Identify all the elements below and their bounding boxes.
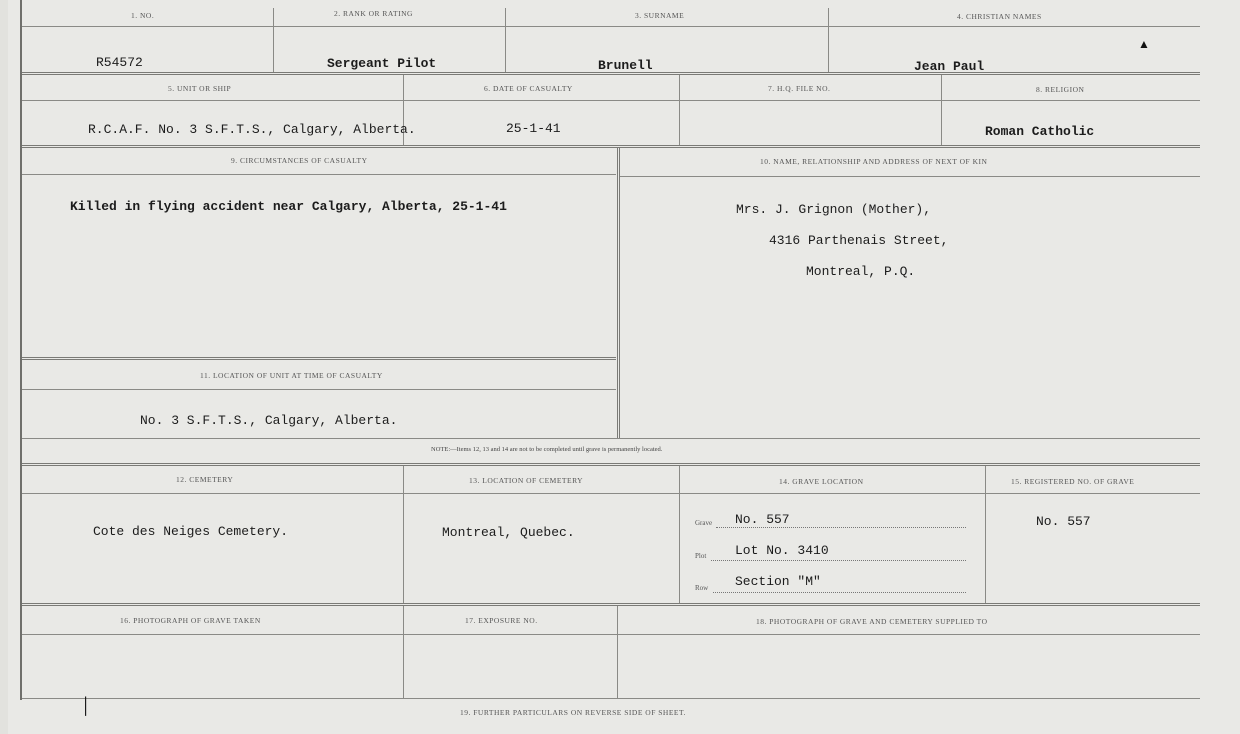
rank-value: Sergeant Pilot	[327, 56, 437, 71]
ink-mark: ▲	[1138, 37, 1150, 51]
header-location-of-cemetery: 13. LOCATION OF CEMETERY	[469, 476, 584, 485]
location-of-unit-value: No. 3 S.F.T.S., Calgary, Alberta.	[140, 413, 398, 428]
header-hq-file: 7. H.Q. FILE NO.	[768, 84, 831, 93]
header-no: 1. NO.	[131, 11, 155, 20]
header-registered-no: 15. REGISTERED NO. OF GRAVE	[1011, 477, 1135, 486]
header-photo-taken: 16. PHOTOGRAPH OF GRAVE TAKEN	[120, 616, 261, 625]
circumstances-value: Killed in flying accident near Calgary, Alberta, 25-1-41	[70, 199, 507, 214]
unit-value: R.C.A.F. No. 3 S.F.T.S., Calgary, Alberta.	[88, 122, 416, 137]
christian-names-value: Jean Paul	[914, 59, 985, 74]
row-label: Row	[695, 584, 709, 592]
next-of-kin-line-2: 4316 Parthenais Street,	[769, 233, 949, 248]
header-grave-location: 14. GRAVE LOCATION	[779, 477, 864, 486]
location-of-cemetery-value: Montreal, Quebec.	[442, 525, 575, 540]
header-surname: 3. SURNAME	[635, 11, 685, 20]
header-religion: 8. RELIGION	[1036, 85, 1085, 94]
casualty-record-card	[8, 0, 1240, 734]
header-circumstances: 9. CIRCUMSTANCES OF CASUALTY	[231, 156, 368, 165]
religion-value: Roman Catholic	[985, 124, 1095, 139]
plot-value: Lot No. 3410	[735, 543, 829, 558]
header-christian-names: 4. CHRISTIAN NAMES	[957, 12, 1042, 21]
footer-further-particulars: 19. FURTHER PARTICULARS ON REVERSE SIDE OF SHEET.	[460, 708, 686, 717]
cemetery-value: Cote des Neiges Cemetery.	[93, 524, 289, 539]
header-cemetery: 12. CEMETERY	[176, 475, 234, 484]
grave-label: Grave	[695, 519, 713, 527]
service-number: R54572	[96, 55, 143, 70]
registered-no-value: No. 557	[1036, 514, 1091, 529]
next-of-kin-line-3: Montreal, P.Q.	[806, 264, 916, 279]
row-value: Section "M"	[735, 574, 821, 589]
note-text: NOTE:—Items 12, 13 and 14 are not to be completed until grave is permanently located.	[431, 446, 663, 453]
header-date: 6. DATE OF CASUALTY	[484, 84, 573, 93]
surname-value: Brunell	[598, 58, 653, 73]
header-location-of-unit: 11. LOCATION OF UNIT AT TIME OF CASUALTY	[200, 371, 383, 380]
date-value: 25-1-41	[506, 121, 561, 136]
plot-label: Plot	[695, 552, 707, 560]
header-photo-supplied: 18. PHOTOGRAPH OF GRAVE AND CEMETERY SUPPLIED TO	[756, 617, 988, 626]
ink-tick-mark: │	[80, 698, 92, 715]
header-unit: 5. UNIT OR SHIP	[168, 84, 232, 93]
next-of-kin-line-1: Mrs. J. Grignon (Mother),	[736, 202, 932, 217]
header-next-of-kin: 10. NAME, RELATIONSHIP AND ADDRESS OF NEXT OF KIN	[760, 157, 988, 166]
header-rank: 2. RANK OR RATING	[334, 9, 413, 18]
header-exposure-no: 17. EXPOSURE NO.	[465, 616, 538, 625]
grave-value: No. 557	[735, 512, 790, 527]
